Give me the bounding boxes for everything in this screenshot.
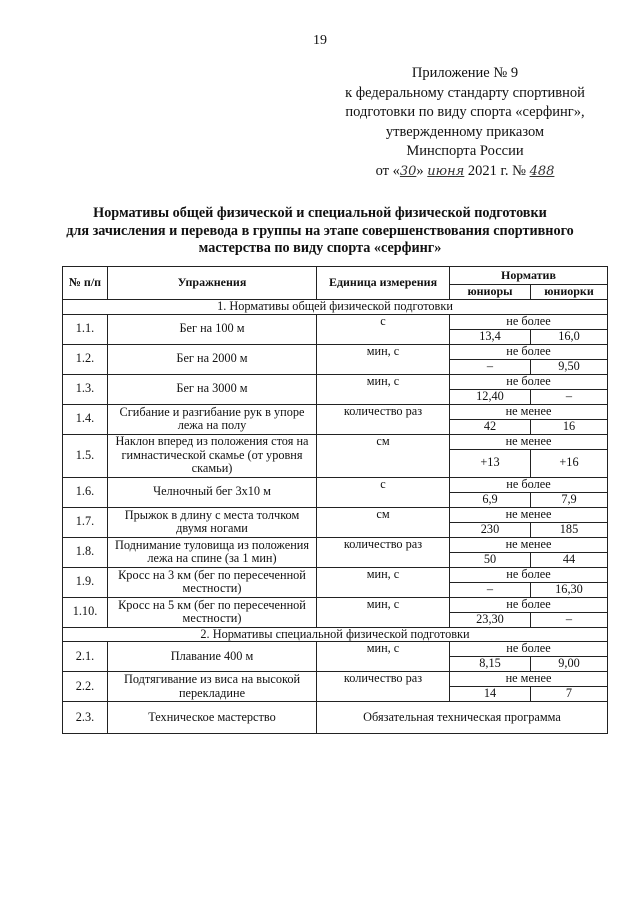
exercise-name: Поднимание туловища из положения лежа на спине (за 1 мин) [108,537,317,567]
norm-juniors-female: 7,9 [531,492,608,507]
document-title [40,205,600,258]
unit-of-measure: см [317,434,450,477]
exercise-name: Кросс на 3 км (бег по пересеченной местности) [108,567,317,597]
norm-juniors-female: 16,30 [531,582,608,597]
norm-juniors-female: 9,00 [531,657,608,672]
norm-condition: не менее [450,507,608,522]
norm-juniors-male: – [450,359,531,374]
exercise-name: Челночный бег 3х10 м [108,477,317,507]
table-row [63,374,608,389]
norm-condition: не менее [450,404,608,419]
order-date-line [330,162,600,182]
handwritten-month: июня [427,163,465,179]
table-row [63,597,608,612]
appendix-line: подготовки по виду спорта «серфинг», [345,104,585,120]
norm-juniors-male: +13 [450,449,531,477]
row-number: 2.2. [63,672,108,702]
norm-juniors-male: 50 [450,552,531,567]
row-number: 2.1. [63,642,108,672]
date-prefix: от « [375,162,400,179]
table-row [63,537,608,552]
table-row [63,314,608,329]
header-juniors-male: юниоры [450,285,531,300]
table-row [63,702,608,718]
table-row [63,642,608,657]
unit-of-measure: количество раз [317,537,450,567]
norm-condition: не более [450,567,608,582]
header-number: № п/п [63,267,108,300]
row-number: 1.8. [63,537,108,567]
table-row [63,434,608,449]
appendix-line: утвержденному приказом [385,123,545,140]
table-row [63,507,608,522]
exercise-name: Сгибание и разгибание рук в упоре лежа на полу [108,404,317,434]
section-heading: 1. Нормативы общей физической подготовки [63,300,608,315]
title-line: Нормативы общей физической и специальной физической подготовки [93,205,547,221]
year-part: 2021 г. № [464,162,530,179]
header-exercise: Упражнения [108,267,317,300]
norm-condition: не более [450,477,608,492]
exercise-name: Прыжок в длину с места толчком двумя ногами [108,507,317,537]
row-number: 1.6. [63,477,108,507]
norm-juniors-male: 42 [450,419,531,434]
unit-of-measure: количество раз [317,404,450,434]
unit-of-measure: количество раз [317,672,450,702]
norm-juniors-male: 6,9 [450,492,531,507]
norm-juniors-male: 23,30 [450,612,531,627]
norm-condition: не более [450,314,608,329]
header-norm: Норматив [450,267,608,285]
norm-juniors-female: +16 [531,449,608,477]
table-body [63,300,608,734]
exercise-name: Бег на 2000 м [108,344,317,374]
table-row [63,404,608,419]
appendix-line: Минспорта России [406,143,524,159]
table-row [63,672,608,687]
norm-juniors-female: 16,0 [531,329,608,344]
appendix-line: к федеральному стандарту спортивной [345,84,585,101]
row-number: 1.5. [63,434,108,477]
norm-juniors-female: 7 [531,687,608,702]
appendix-title: Приложение № 9 [411,65,519,81]
norm-condition: не менее [450,434,608,449]
norm-juniors-male: 8,15 [450,657,531,672]
unit-of-measure: мин, с [317,374,450,404]
exercise-name: Кросс на 5 км (бег по пересеченной местности) [108,597,317,627]
row-number: 1.4. [63,404,108,434]
row-number: 1.3. [63,374,108,404]
section-row [63,627,608,642]
exercise-name: Подтягивание из виса на высокой перекладине [108,672,317,702]
norm-juniors-male: 14 [450,687,531,702]
exercise-name: Техническое мастерство [108,702,317,734]
norm-condition: не более [450,344,608,359]
norms-table [62,266,608,734]
norm-juniors-female: 44 [531,552,608,567]
date-mid: » [416,162,428,179]
exercise-name: Бег на 100 м [108,314,317,344]
norm-juniors-male: 230 [450,522,531,537]
row-number: 1.2. [63,344,108,374]
table-row [63,344,608,359]
title-line: для зачисления и перевода в группы на этапе совершенствования спортивного [66,222,574,239]
norm-juniors-female: 9,50 [531,359,608,374]
unit-of-measure: мин, с [317,344,450,374]
norm-juniors-female: 16 [531,419,608,434]
row-number: 1.7. [63,507,108,537]
norm-condition: не более [450,642,608,657]
title-line: мастерства по виду спорта «серфинг» [198,240,442,256]
page-number: 19 [313,33,327,48]
row-number: 1.9. [63,567,108,597]
unit-of-measure: мин, с [317,642,450,672]
section-heading: 2. Нормативы специальной физической подготовки [63,627,608,642]
exercise-name: Наклон вперед из положения стоя на гимнастической скамье (от уровня скамьи) [108,434,317,477]
unit-of-measure: мин, с [317,597,450,627]
norm-juniors-male: 13,4 [450,329,531,344]
table-row [63,477,608,492]
norm-juniors-female: – [531,389,608,404]
technical-program: Обязательная техническая программа [317,702,608,734]
unit-of-measure: с [317,314,450,344]
unit-of-measure: мин, с [317,567,450,597]
norm-juniors-male: 12,40 [450,389,531,404]
handwritten-day: 30 [399,163,417,179]
norm-juniors-female: 185 [531,522,608,537]
norm-juniors-male: – [450,582,531,597]
header-juniors-female: юниорки [531,285,608,300]
norm-juniors-female: – [531,612,608,627]
row-number: 1.10. [63,597,108,627]
norm-condition: не более [450,374,608,389]
norm-condition: не более [450,597,608,612]
norm-condition: не менее [450,672,608,687]
handwritten-order-number: 488 [529,163,555,179]
appendix-header [330,64,600,181]
unit-of-measure: с [317,477,450,507]
header-unit: Единица измерения [317,267,450,300]
norm-condition: не менее [450,537,608,552]
row-number: 2.3. [63,702,108,734]
table-row [63,567,608,582]
exercise-name: Плавание 400 м [108,642,317,672]
unit-of-measure: см [317,507,450,537]
exercise-name: Бег на 3000 м [108,374,317,404]
row-number: 1.1. [63,314,108,344]
